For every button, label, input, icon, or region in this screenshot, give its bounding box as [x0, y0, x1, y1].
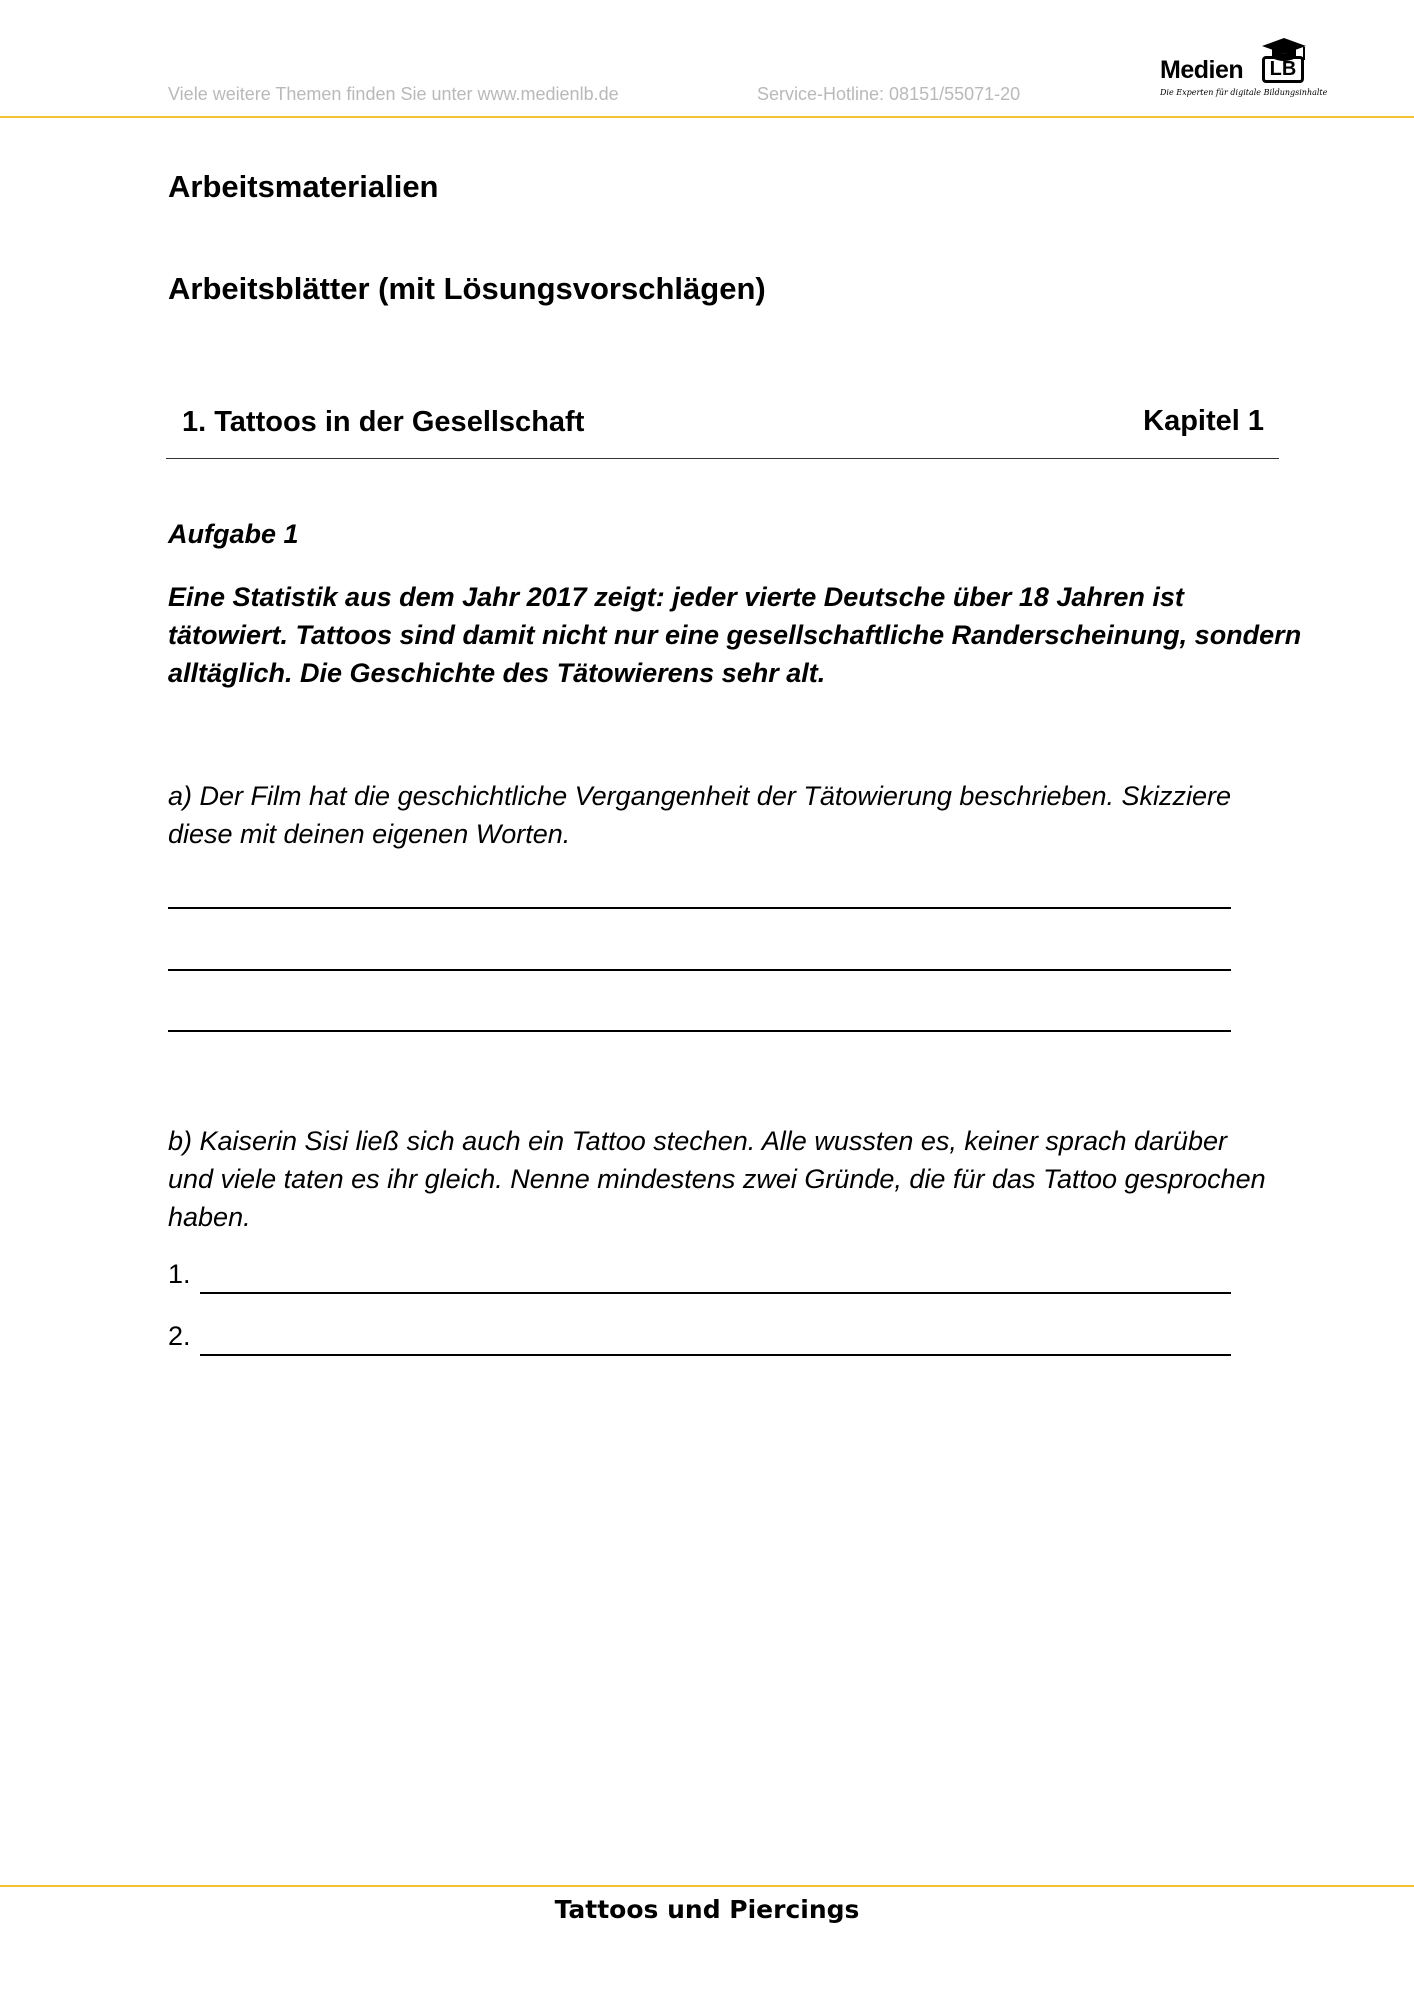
question-b: b) Kaiserin Sisi ließ sich auch ein Tattoo stechen. Alle wussten es, keiner sprach darüber und viele taten es ihr gleich. Nenne mindestens zwei Gründe, die für das Tattoo gesprochen haben.: [168, 1126, 1266, 1232]
page-title: Arbeitsmaterialien: [168, 169, 439, 204]
answer-number: 1.: [168, 1259, 191, 1289]
answer-line-a3[interactable]: [168, 1030, 1231, 1032]
header-hotline-text: Service-Hotline: 08151/55071-20: [757, 84, 1021, 104]
logo-lb-box: LB: [1262, 56, 1304, 83]
question-a: a) Der Film hat die geschichtliche Vergangenheit der Tätowierung beschrieben. Skizziere diese mit deinen eigenen Worten.: [168, 781, 1232, 849]
chapter-divider: [166, 458, 1279, 459]
task-intro: Eine Statistik aus dem Jahr 2017 zeigt: jeder vierte Deutsche über 18 Jahren ist tätowiert. Tattoos sind damit nicht nur eine gesellschaftliche Randerscheinung, sondern alltäglich. Die Geschichte des Tätowierens sehr alt.: [168, 582, 1302, 688]
answer-line-b1[interactable]: [200, 1292, 1231, 1294]
answer-number: 2.: [168, 1321, 191, 1351]
footer-title: Tattoos und Piercings: [554, 1895, 860, 1924]
chapter-number: Kapitel 1: [1143, 405, 1264, 437]
numbered-answer-1[interactable]: [168, 1259, 1231, 1293]
chapter-title: 1. Tattoos in der Gesellschaft: [182, 406, 585, 438]
page-subtitle: Arbeitsblätter (mit Lösungsvorschlägen): [168, 271, 766, 306]
header-divider: [0, 116, 1414, 118]
answer-line-b2[interactable]: [200, 1354, 1231, 1356]
answer-line-a2[interactable]: [168, 969, 1231, 971]
numbered-answer-2[interactable]: [168, 1321, 1231, 1355]
header-website-text: Viele weitere Themen finden Sie unter www.medienlb.de: [168, 84, 619, 104]
logo-wordmark: Medien: [1160, 56, 1244, 84]
logo-tagline: Die Experten für digitale Bildungsinhalte: [1160, 88, 1328, 97]
medienlb-logo: [1158, 38, 1328, 104]
answer-line-a1[interactable]: [168, 907, 1231, 909]
footer-divider: [0, 1885, 1414, 1887]
task-title: Aufgabe 1: [168, 519, 299, 549]
